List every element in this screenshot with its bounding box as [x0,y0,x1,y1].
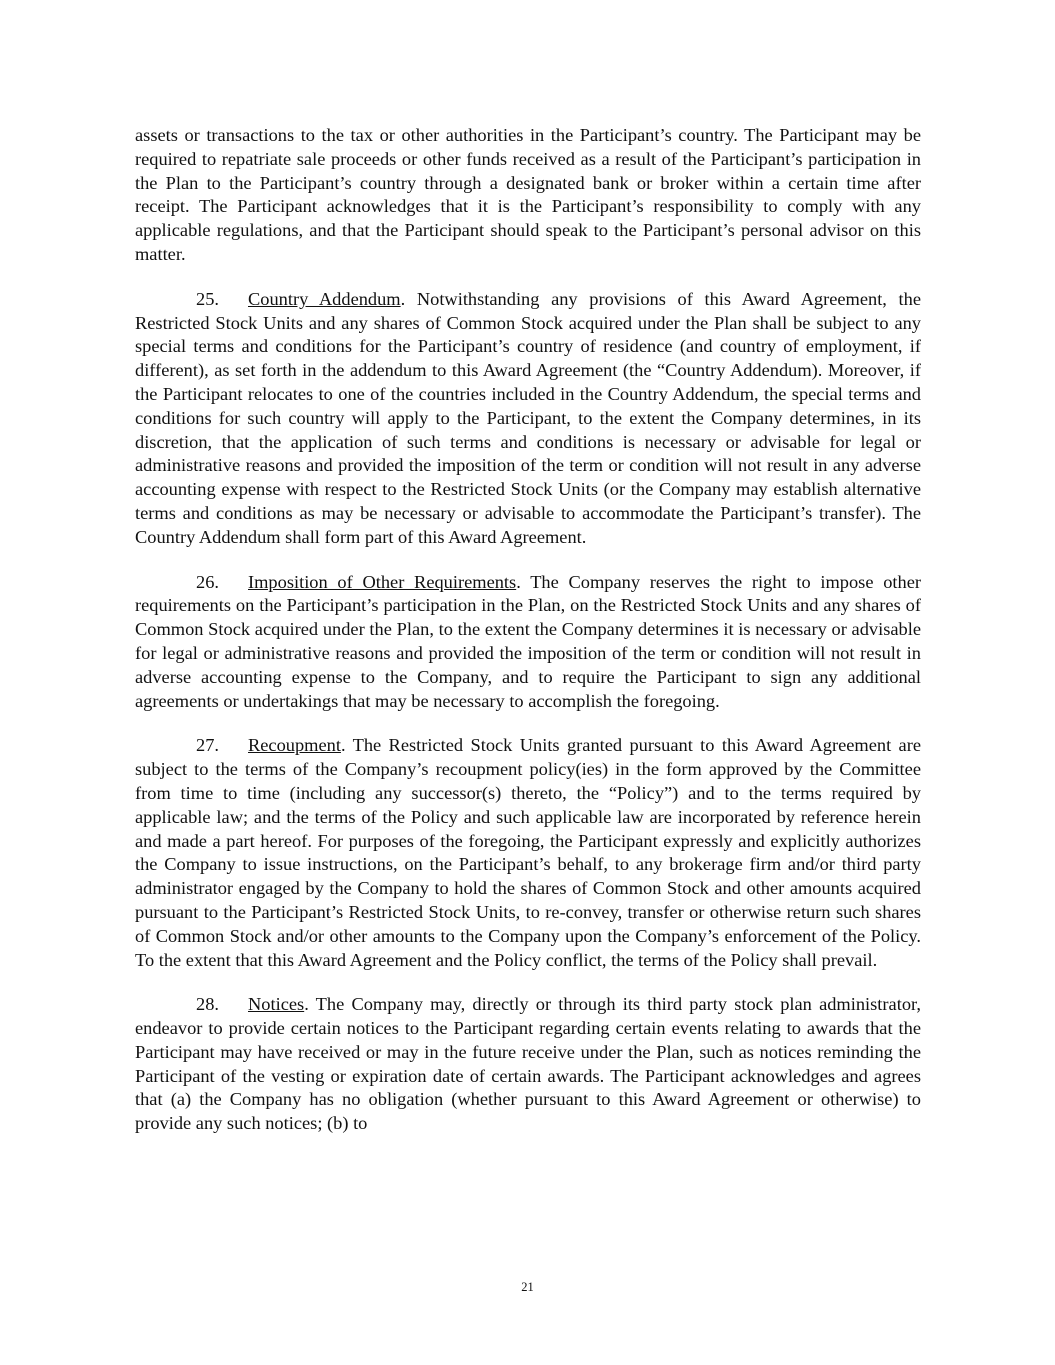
document-body [135,124,921,1136]
section-text: . The Company reserves the right to impose other requirements on the Participant’s participation in the Plan, on the Restricted Stock Units and any shares of Common Stock acquired under the Plan, to the extent the Company determines it is necessary or advisable for legal or administrative reasons and provided the imposition of the term or condition will not result in adverse accounting expense to the Company, and to require the Participant to sign any additional agreements or undertakings that may be necessary to accomplish the foregoing. [135,571,921,711]
section-heading: Imposition of Other Requirements [248,571,517,592]
section-text: . Notwithstanding any provisions of this Award Agreement, the Restricted Stock Units and any shares of Common Stock acquired under the Plan shall be subject to any special terms and conditions for the Participant’s country of residence (and country of employment, if different), as set forth in the addendum to this Award Agreement (the “Country Addendum). Moreover, if the Participant relocates to one of the countries included in the Country Addendum, the special terms and conditions for such country will apply to the Participant, to the extent the Company determines, in its discretion, that the application of such terms and conditions is necessary or advisable for legal or administrative reasons and provided the imposition of the term or condition will not result in any adverse accounting expense with respect to the Restricted Stock Units (or the Company may establish alternative terms and conditions as may be necessary or advisable to accommodate the Participant’s transfer). The Country Addendum shall form part of this Award Agreement. [135,288,921,547]
section-number: 28. [196,994,219,1015]
section-26 [135,571,921,714]
section-number: 25. [196,288,219,309]
page-number: 21 [521,1280,534,1294]
section-number: 26. [196,571,219,592]
section-heading: Notices [248,994,305,1015]
section-27 [135,734,921,972]
section-heading: Country Addendum [248,288,401,309]
section-heading: Recoupment [248,735,341,756]
section-text: . The Company may, directly or through its third party stock plan administrator, endeavor to provide certain notices to the Participant regarding certain events relating to awards that the Participant may have received or may in the future receive under the Plan, such as notices reminding the Participant of the vesting or expiration date of certain awards. The Participant acknowledges and agrees that (a) the Company has no obligation (whether pursuant to this Award Agreement or otherwise) to provide any such notices; (b) to [135,994,921,1134]
section-number: 27. [196,735,219,756]
section-text: . The Restricted Stock Units granted pursuant to this Award Agreement are subject to the terms of the Company’s recoupment policy(ies) in the form approved by the Committee from time to time (including any successor(s) thereto, the “Policy”) and to the terms required by applicable law; and the terms of the Policy and such applicable law are incorporated by reference herein and made a part hereof. For purposes of the foregoing, the Participant expressly and explicitly authorizes the Company to issue instructions, on the Participant’s behalf, to any brokerage firm and/or third party administrator engaged by the Company to hold the shares of Common Stock and other amounts acquired pursuant to the Participant’s Restricted Stock Units, to re-convey, transfer or otherwise return such shares of Common Stock and/or other amounts to the Company upon the Company’s enforcement of the Policy. To the extent that this Award Agreement and the Policy conflict, the terms of the Policy shall prevail. [135,735,921,970]
intro-paragraph: assets or transactions to the tax or other authorities in the Participant’s country. The Participant may be required to repatriate sale proceeds or other funds received as a result of the Participant’s participation in the Plan to the Participant’s country through a designated bank or broker within a certain time after receipt. The Participant acknowledges that it is the Participant’s responsibility to comply with any applicable regulations, and that the Participant should speak to the Participant’s personal advisor on this matter. [135,125,921,264]
section-28 [135,993,921,1136]
section-25 [135,288,921,550]
